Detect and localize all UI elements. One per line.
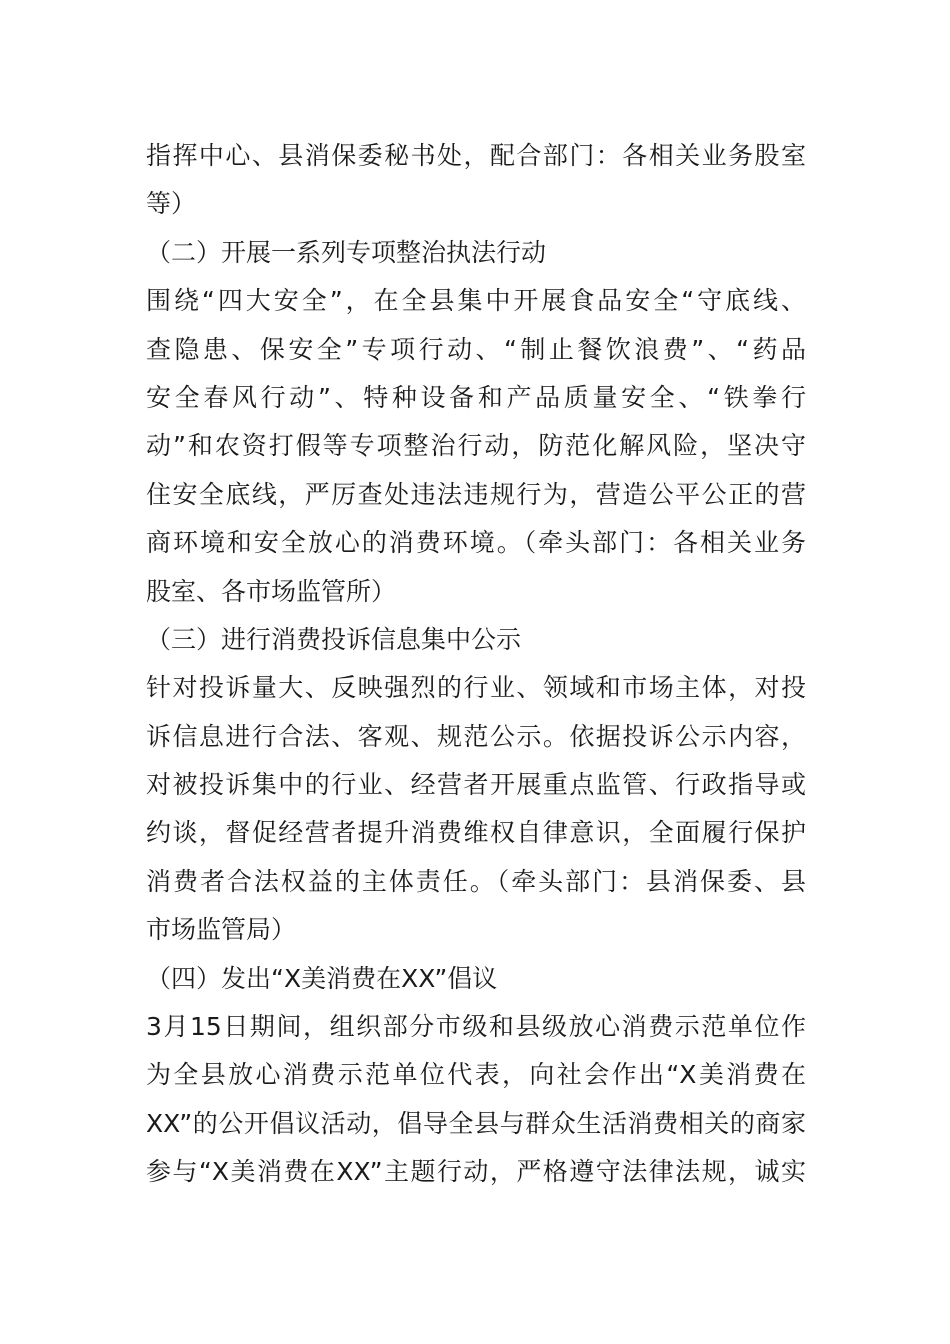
paragraph-line: 等） (146, 189, 197, 219)
paragraph-line: 参与“X美消费在XX”主题行动，严格遵守法律法规，诚实 (146, 1157, 806, 1187)
paragraph-line: 安全春风行动”、特种设备和产品质量安全、“铁拳行 (146, 382, 806, 412)
paragraph-line: 动”和农资打假等专项整治行动，防范化解风险，坚决守 (146, 431, 806, 461)
paragraph-line: 股室、各市场监管所） (146, 576, 397, 606)
document-body (146, 132, 806, 1197)
section-heading-3: （三）进行消费投诉信息集中公示 (146, 624, 522, 654)
paragraph-line: 消费者合法权益的主体责任。（牵头部门：县消保委、县 (146, 866, 806, 896)
paragraph-line: 约谈，督促经营者提升消费维权自律意识，全面履行保护 (146, 818, 806, 848)
paragraph-line: 围绕“四大安全”，在全县集中开展食品安全“守底线、 (146, 286, 806, 316)
section-heading-2: （二）开展一系列专项整治执法行动 (146, 237, 547, 267)
section-heading-4: （四）发出“X美消费在XX”倡议 (146, 963, 498, 993)
paragraph-line: 为全县放心消费示范单位代表，向社会作出“X美消费在 (146, 1060, 806, 1090)
paragraph-line: 住安全底线，严厉查处违法违规行为，营造公平公正的营 (146, 479, 806, 509)
paragraph-line: 市场监管局） (146, 915, 297, 945)
paragraph-line: 查隐患、保安全”专项行动、“制止餐饮浪费”、“药品 (146, 334, 806, 364)
paragraph-line: 指挥中心、县消保委秘书处，配合部门：各相关业务股室 (146, 141, 806, 170)
paragraph-line: 商环境和安全放心的消费环境。（牵头部门：各相关业务 (146, 528, 806, 558)
paragraph-line: 诉信息进行合法、客观、规范公示。依据投诉公示内容， (146, 721, 806, 751)
paragraph-line: 对被投诉集中的行业、经营者开展重点监管、行政指导或 (146, 770, 806, 800)
paragraph-line: XX”的公开倡议活动，倡导全县与群众生活消费相关的商家 (146, 1108, 806, 1138)
paragraph-line: 针对投诉量大、反映强烈的行业、领域和市场主体，对投 (146, 673, 806, 703)
paragraph-line: 3月15日期间，组织部分市级和县级放心消费示范单位作 (146, 1012, 806, 1042)
